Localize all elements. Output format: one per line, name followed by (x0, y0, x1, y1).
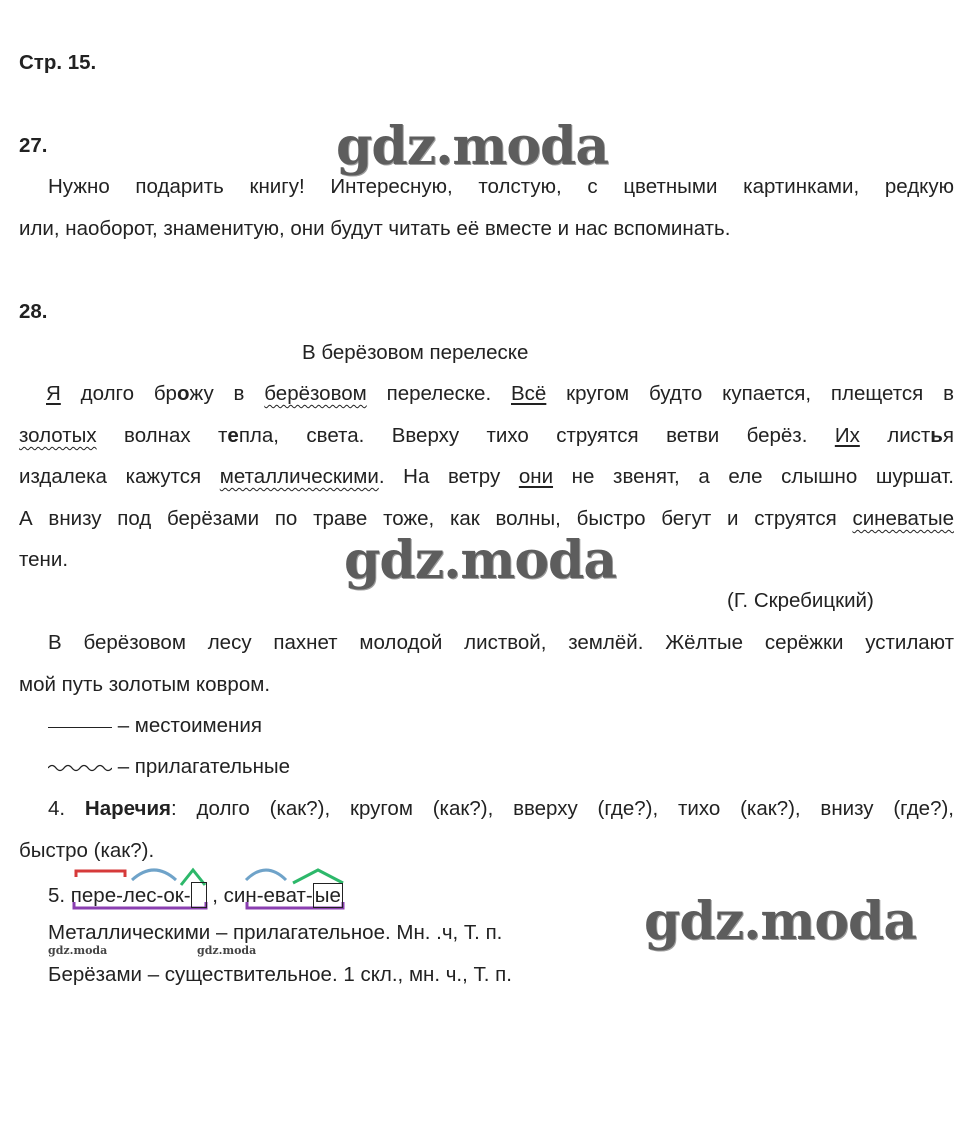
ex27-line1: Нужно подарить книгу! Интересную, толстую, с цветными картинками, редкую (48, 175, 954, 198)
adjective-sinevatye: синеватые (852, 507, 954, 530)
watermark: gdz.moda (344, 530, 617, 591)
adverbs-label: Наречия (84, 797, 172, 820)
note-metallicheskimi: Металлическими – прилагательное. Мн. .ч, Т. п. (48, 921, 503, 944)
watermark-small: gdz.moda (197, 944, 257, 957)
pronoun-vse: Всё (511, 382, 547, 405)
text-line-2: золотых волнах тепла, света. Вверху тихо струятся ветви берёз. Их листья (19, 424, 955, 447)
legend-adjectives: – прилагательные (48, 757, 290, 778)
watermark-small: gdz.moda (48, 944, 108, 957)
morpheme-analysis: 5. пере-лес-ок- , син-еват-ые (48, 884, 341, 907)
pronoun-ya: Я (46, 382, 61, 405)
ex27-number: 27. (19, 134, 48, 157)
adjective-berezovom: берёзовом (264, 382, 367, 405)
paragraph2-line1: В берёзовом лесу пахнет молодой листвой, землёй. Жёлтые серёжки устилают (48, 631, 954, 654)
ending-box: ые (314, 884, 341, 907)
text-line-4: А внизу под берёзами по траве тоже, как волны, быстро бегут и струятся синеватые (19, 507, 954, 530)
pronoun-oni: они (518, 465, 554, 488)
adjective-zolotykh: золотых (19, 424, 97, 447)
text-author: (Г. Скребицкий) (727, 589, 874, 612)
word-sinevatye: син-еват- (223, 884, 313, 907)
watermark: gdz.moda (644, 891, 917, 952)
adverbs-line2: быстро (как?). (19, 839, 155, 862)
null-ending-box (191, 882, 207, 908)
adjective-metallicheskimi: металлическими (219, 465, 379, 488)
legend-pronouns: – местоимения (48, 716, 262, 737)
text-line-3: издалека кажутся металлическими. На ветру они не звенят, а еле слышно шуршат. (19, 465, 954, 488)
text-line-1: Я долго брожу в берёзовом перелеске. Всё кругом будто купается, плещется в (46, 382, 954, 405)
watermark: gdz.moda (336, 116, 609, 177)
note-berezami: Берёзами – существительное. 1 скл., мн. ч., Т. п. (48, 963, 512, 986)
ex28-number: 28. (19, 300, 48, 323)
pronoun-ikh: Их (834, 424, 860, 447)
text-line-5: тени. (19, 548, 69, 571)
page-header: Стр. 15. (19, 51, 97, 74)
paragraph2-line2: мой путь золотым ковром. (19, 673, 271, 696)
word-pereleskok: пере-лес-ок- (70, 884, 191, 907)
ex27-line2: или, наоборот, знаменитую, они будут читать её вместе и нас вспоминать. (19, 217, 731, 240)
text-title: В берёзовом перелеске (302, 341, 529, 364)
adverbs-line1: 4. Наречия: долго (как?), кругом (как?), вверху (где?), тихо (как?), внизу (где?), (48, 797, 954, 820)
